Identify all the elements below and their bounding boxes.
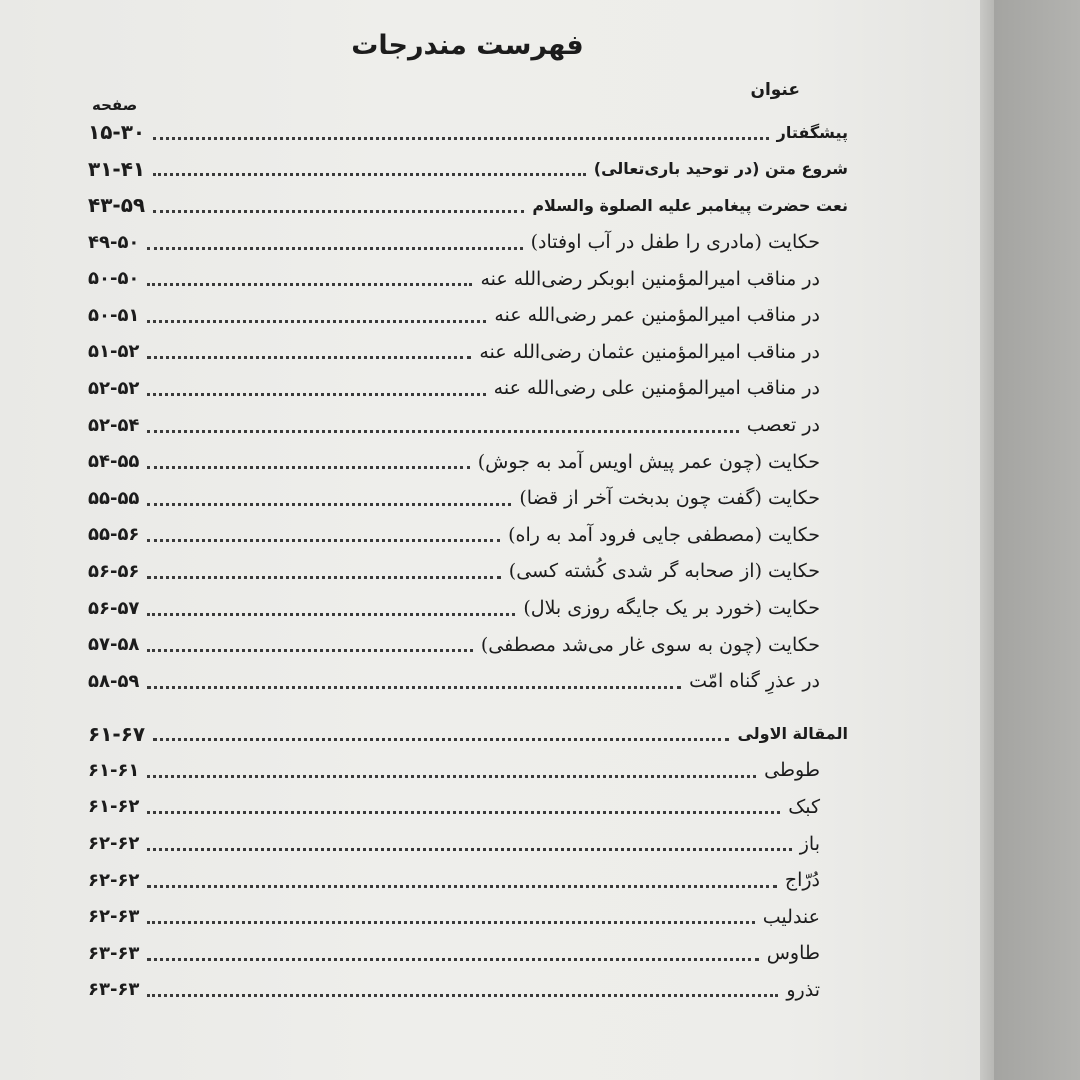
toc-entry-title: باز xyxy=(799,832,820,855)
toc-entry xyxy=(88,626,848,663)
toc-entry-pages: ۶۲-۶۲ xyxy=(88,869,140,891)
toc-entry-title: پیشگفتار xyxy=(776,122,848,142)
dot-leader xyxy=(147,994,778,997)
toc-entry-pages: ۵۰-۵۰ xyxy=(88,268,140,290)
dot-leader xyxy=(147,885,776,888)
toc-entry-title: در تعصب xyxy=(746,414,820,437)
toc-entry xyxy=(88,480,848,517)
dot-leader xyxy=(147,539,500,542)
dot-leader xyxy=(147,775,756,778)
toc-entry-title: تذرو xyxy=(786,978,820,1001)
dot-leader xyxy=(147,320,486,323)
toc-entry xyxy=(88,789,848,826)
toc-entry-title: حکایت (مادری را طفل در آب اوفتاد) xyxy=(530,231,820,254)
toc-entry-title: حکایت (خورد بر یک جایگه روزی بلال) xyxy=(523,597,820,620)
toc-entry-pages: ۵۰-۵۱ xyxy=(88,304,140,326)
toc-entry-pages: ۶۲-۶۳ xyxy=(88,906,140,928)
toc-entry-title: المقالة الاولی xyxy=(737,724,848,744)
toc-entry-title: در عذرِ گناه امّت xyxy=(689,670,820,693)
toc-entry-pages: ۵۷-۵۸ xyxy=(88,634,140,656)
toc-entry xyxy=(88,935,848,972)
toc-entry-pages: ۵۵-۵۵ xyxy=(88,487,140,509)
toc-entry-title: طاوس xyxy=(766,942,820,965)
dot-leader xyxy=(147,247,522,250)
toc-entry-pages: ۶۱-۶۲ xyxy=(88,796,140,818)
toc-entry xyxy=(88,297,848,334)
toc-entry-pages: ۴۳-۵۹ xyxy=(88,193,146,218)
toc-entry xyxy=(88,114,848,151)
dot-leader xyxy=(147,356,471,359)
toc-entry xyxy=(88,663,848,700)
dot-leader xyxy=(147,686,681,689)
page-edge xyxy=(980,0,994,1080)
toc-entry-title: شروع متن (در توحید باری‌تعالی) xyxy=(593,159,848,179)
toc-entry-pages: ۵۸-۵۹ xyxy=(88,670,140,692)
toc-entry-pages: ۶۳-۶۳ xyxy=(88,942,140,964)
toc-entry xyxy=(88,443,848,480)
toc-entry-title: حکایت (مصطفی جایی فرود آمد به راه) xyxy=(508,523,820,546)
dot-leader xyxy=(147,613,515,616)
toc-entry-title: در مناقب امیرالمؤمنین عمر رضی‌الله عنه xyxy=(494,304,820,327)
toc-entry xyxy=(88,407,848,444)
toc-entry-title: حکایت (از صحابه گر شدی کُشته کسی) xyxy=(508,560,820,583)
toc-entry-title: کبک xyxy=(788,795,820,818)
dot-leader xyxy=(153,173,586,176)
dot-leader xyxy=(147,576,500,579)
dot-leader xyxy=(147,430,738,433)
toc-entry-pages: ۱۵-۳۰ xyxy=(88,120,146,145)
toc-entry-title: طوطی xyxy=(764,759,820,782)
toc-entry xyxy=(88,334,848,371)
dot-leader xyxy=(147,921,754,924)
toc-entry-pages: ۶۱-۶۱ xyxy=(88,759,140,781)
toc-entry-pages: ۶۱-۶۷ xyxy=(88,721,146,746)
toc-entry xyxy=(88,898,848,935)
toc-entry-pages: ۵۴-۵۵ xyxy=(88,451,140,473)
toc-entry-title: حکایت (چون به سوی غار می‌شد مصطفی) xyxy=(480,633,820,656)
toc-entry xyxy=(88,752,848,789)
toc-entry-title: در مناقب امیرالمؤمنین عثمان رضی‌الله عنه xyxy=(479,340,820,363)
table-of-contents xyxy=(88,114,848,1008)
title-column-header: عنوان xyxy=(750,80,800,100)
dot-leader xyxy=(147,848,791,851)
toc-entry-pages: ۶۳-۶۳ xyxy=(88,979,140,1001)
dot-leader xyxy=(147,283,472,286)
toc-entry-pages: ۶۲-۶۲ xyxy=(88,833,140,855)
dot-leader xyxy=(147,503,511,506)
toc-entry-pages: ۵۶-۵۷ xyxy=(88,597,140,619)
toc-entry-pages: ۵۱-۵۲ xyxy=(88,341,140,363)
toc-entry-title: در مناقب امیرالمؤمنین علی رضی‌الله عنه xyxy=(493,377,820,400)
toc-entry xyxy=(88,224,848,261)
toc-entry xyxy=(88,825,848,862)
toc-entry-pages: ۵۲-۵۴ xyxy=(88,414,140,436)
toc-entry-pages: ۴۹-۵۰ xyxy=(88,231,140,253)
dot-leader xyxy=(147,466,469,469)
toc-entry xyxy=(88,260,848,297)
toc-entry-title: حکایت (گفت چون بدبخت آخر از قضا) xyxy=(519,487,820,510)
toc-entry xyxy=(88,517,848,554)
toc-entry-title: دُرّاج xyxy=(784,869,820,892)
toc-entry-pages: ۵۶-۵۶ xyxy=(88,560,140,582)
toc-entry-pages: ۳۱-۴۱ xyxy=(88,156,146,181)
dot-leader xyxy=(153,738,729,741)
toc-entry xyxy=(88,972,848,1009)
toc-entry-title: حکایت (چون عمر پیش اویس آمد به جوش) xyxy=(477,450,820,473)
toc-entry xyxy=(88,862,848,899)
toc-entry-pages: ۵۵-۵۶ xyxy=(88,524,140,546)
toc-entry xyxy=(88,187,848,224)
toc-entry xyxy=(88,716,848,753)
dot-leader xyxy=(147,393,485,396)
dot-leader xyxy=(153,137,768,140)
dot-leader xyxy=(147,649,472,652)
page-title: فهرست مندرجات xyxy=(351,30,584,61)
toc-entry-title: در مناقب امیرالمؤمنین ابوبکر رضی‌الله عنه xyxy=(480,267,820,290)
toc-entry xyxy=(88,590,848,627)
toc-entry-title: نعت حضرت پیغامبر علیه الصلوة والسلام xyxy=(532,195,848,215)
dot-leader xyxy=(147,958,758,961)
toc-entry-title: عندلیب xyxy=(762,905,820,928)
toc-entry xyxy=(88,151,848,188)
book-cover-edge xyxy=(994,0,1080,1080)
dot-leader xyxy=(153,210,524,213)
toc-entry xyxy=(88,553,848,590)
toc-entry-pages: ۵۲-۵۲ xyxy=(88,377,140,399)
dot-leader xyxy=(147,811,780,814)
toc-entry xyxy=(88,370,848,407)
page-column-header: صفحه xyxy=(92,96,138,114)
